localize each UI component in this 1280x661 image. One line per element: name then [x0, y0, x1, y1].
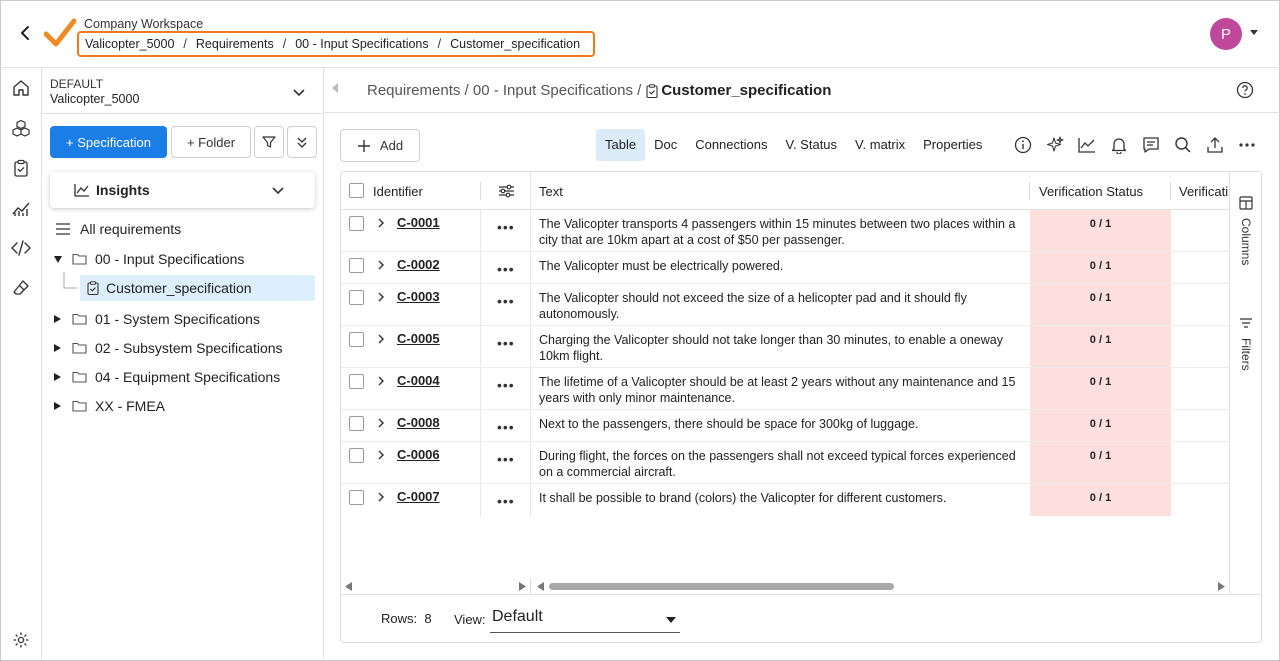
view-select-value: Default	[492, 608, 543, 625]
horizontal-scrollbar[interactable]	[341, 578, 1229, 594]
folder-icon	[72, 342, 87, 354]
verification-status-cell[interactable]: 0 / 1	[1030, 284, 1171, 325]
rows-count-label	[381, 611, 432, 626]
double-chevron-down-icon	[296, 135, 308, 149]
expand-caret-icon[interactable]	[54, 315, 61, 323]
modules-icon[interactable]	[11, 118, 31, 138]
table-footer	[341, 594, 1261, 642]
requirement-id-link[interactable]: C-0007	[397, 489, 440, 504]
row-more-icon[interactable]: •••	[497, 419, 515, 435]
table-row[interactable]	[341, 442, 1229, 484]
tree-connector	[63, 272, 79, 290]
sparkles-icon[interactable]	[1044, 134, 1066, 156]
insights-label: Insights	[96, 182, 150, 198]
tree-item-label: 02 - Subsystem Specifications	[95, 340, 283, 356]
chevron-down-icon	[271, 186, 285, 196]
requirement-text[interactable]: The lifetime of a Valicopter should be at least 2 years without any maintenance and 15 years with only minor maintenance.	[539, 375, 1016, 405]
tab-table[interactable]: Table	[596, 129, 645, 161]
breadcrumb-item-document[interactable]: Customer_specification	[450, 37, 581, 51]
filter-lines-icon[interactable]	[1239, 317, 1253, 329]
chevron-down-icon[interactable]	[292, 86, 306, 101]
expand-caret-icon[interactable]	[54, 402, 61, 410]
requirement-id-link[interactable]: C-0008	[397, 415, 440, 430]
breadcrumb-item-requirements[interactable]: Requirements	[195, 37, 274, 51]
row-more-icon[interactable]: •••	[497, 377, 515, 393]
verification-status-cell[interactable]: 0 / 1	[1030, 210, 1171, 251]
folder-icon	[72, 371, 87, 383]
top-bar	[0, 0, 1280, 68]
chevron-right-icon[interactable]	[377, 491, 385, 503]
row-checkbox[interactable]	[349, 416, 364, 431]
rows-label: Rows:	[381, 611, 418, 626]
chevron-right-icon[interactable]	[377, 333, 385, 345]
requirement-text[interactable]: Charging the Valicopter should not take longer than 30 minutes, to enable a oneway 10km flight.	[539, 333, 1003, 363]
requirement-text[interactable]: During flight, the forces on the passengers shall not exceed typical forces experienced on a commercial aircraft.	[539, 449, 1016, 479]
project-name[interactable]: Valicopter_5000	[50, 92, 140, 106]
collapse-sidebar-icon[interactable]	[332, 83, 338, 93]
verification-status-cell[interactable]: 0 / 1	[1030, 410, 1171, 441]
scroll-divider	[530, 578, 531, 594]
requirement-text[interactable]: Next to the passengers, there should be space for 300kg of luggage.	[539, 417, 919, 431]
tree-item-label: 00 - Input Specifications	[95, 251, 245, 267]
analytics-icon[interactable]	[11, 198, 31, 218]
chart-line-icon	[74, 183, 90, 197]
row-more-icon[interactable]: •••	[497, 335, 515, 351]
table-row[interactable]	[341, 252, 1229, 284]
verification-status-cell[interactable]: 0 / 1	[1030, 484, 1171, 516]
row-checkbox[interactable]	[349, 216, 364, 231]
tree-item-subsystem-specifications[interactable]	[54, 340, 283, 356]
plus-icon	[357, 139, 371, 153]
tab-connections[interactable]: Connections	[695, 137, 768, 152]
scroll-right-icon[interactable]	[518, 582, 526, 591]
chevron-right-icon[interactable]	[377, 375, 385, 387]
tab-v-matrix[interactable]: V. matrix	[855, 137, 906, 152]
tree-item-label: XX - FMEA	[95, 398, 166, 414]
expand-caret-icon[interactable]	[54, 373, 61, 381]
tree-item-label: Customer_specification	[106, 280, 252, 296]
row-more-icon[interactable]: •••	[497, 493, 515, 509]
back-icon[interactable]	[14, 22, 36, 44]
breadcrumb-separator: /	[282, 37, 287, 51]
chevron-right-icon[interactable]	[377, 417, 385, 429]
eraser-icon[interactable]	[11, 278, 31, 298]
current-document: Customer_specification	[661, 82, 832, 99]
tab-properties[interactable]: Properties	[923, 137, 983, 152]
tree-item-label: 04 - Equipment Specifications	[95, 369, 281, 385]
row-more-icon[interactable]: •••	[497, 219, 515, 235]
verification-status-cell[interactable]: 0 / 1	[1030, 368, 1171, 409]
folder-icon	[72, 253, 87, 265]
tree-item-system-specifications[interactable]	[54, 311, 260, 327]
clipboard-check-icon[interactable]	[11, 158, 31, 178]
add-folder-button[interactable]: + Folder	[171, 126, 251, 158]
table-row[interactable]	[341, 284, 1229, 326]
breadcrumb	[77, 31, 595, 57]
tree-item-input-specifications[interactable]	[54, 251, 244, 267]
filter-button[interactable]	[254, 126, 284, 158]
column-header-text[interactable]: Text	[539, 184, 563, 199]
requirement-id-link[interactable]: C-0002	[397, 257, 440, 272]
requirement-text[interactable]: The Valicopter must be electrically powered.	[539, 259, 784, 273]
column-header-verification-status[interactable]: Verification Status	[1039, 184, 1144, 199]
tree-item-equipment-specifications[interactable]	[54, 369, 280, 385]
logo-check-icon	[44, 18, 76, 48]
requirement-text[interactable]: The Valicopter transports 4 passengers within 15 minutes between two places within a city that are 10km apart at a cost of $50 per passenger.	[539, 217, 1016, 247]
view-select[interactable]	[490, 605, 680, 633]
breadcrumb-item-folder[interactable]: 00 - Input Specifications	[295, 37, 429, 51]
filter-icon	[262, 135, 276, 149]
chart-line-icon[interactable]	[1076, 134, 1098, 156]
more-icon[interactable]	[1236, 134, 1258, 156]
requirement-id-link[interactable]: C-0001	[397, 215, 440, 230]
avatar[interactable]: P	[1210, 18, 1242, 50]
table-row[interactable]	[341, 210, 1229, 252]
list-icon	[56, 223, 70, 235]
chevron-down-icon[interactable]	[1250, 30, 1258, 35]
project-space-label: DEFAULT	[50, 77, 104, 91]
row-more-icon[interactable]: •••	[497, 293, 515, 309]
chevron-right-icon[interactable]	[377, 291, 385, 303]
add-specification-button[interactable]: + Specification	[50, 126, 167, 158]
rows-count: 8	[424, 611, 432, 626]
icon-rail	[0, 68, 42, 661]
workspace-label: Company Workspace	[84, 17, 204, 31]
verification-status-cell[interactable]: 0 / 1	[1030, 326, 1171, 367]
table-header	[341, 172, 1229, 210]
verification-status-cell[interactable]: 0 / 1	[1030, 442, 1171, 483]
collapse-all-button[interactable]	[287, 126, 317, 158]
expand-caret-icon[interactable]	[54, 344, 61, 352]
add-button[interactable]	[340, 129, 420, 162]
row-checkbox[interactable]	[349, 258, 364, 273]
requirement-id-link[interactable]: C-0003	[397, 289, 440, 304]
side-panel-strip	[1229, 172, 1261, 594]
filters-tab[interactable]: Filters	[1239, 338, 1253, 371]
tree-item-label: 01 - System Specifications	[95, 311, 260, 327]
page-path: Requirements / 00 - Input Specifications /	[367, 82, 642, 99]
row-checkbox[interactable]	[349, 332, 364, 347]
row-more-icon[interactable]: •••	[497, 261, 515, 277]
clipboard-check-icon	[87, 281, 99, 295]
all-requirements-item[interactable]	[56, 221, 181, 237]
column-header-identifier[interactable]: Identifier	[373, 184, 423, 199]
table-row[interactable]	[341, 410, 1229, 442]
select-all-checkbox[interactable]	[349, 183, 364, 198]
page-title	[367, 82, 831, 99]
home-icon[interactable]	[11, 78, 31, 98]
scroll-left-icon[interactable]	[345, 582, 353, 591]
requirement-id-link[interactable]: C-0006	[397, 447, 440, 462]
add-button-label: Add	[379, 138, 404, 153]
search-icon[interactable]	[1172, 134, 1194, 156]
scrollbar-thumb[interactable]	[549, 583, 894, 590]
table-row[interactable]	[341, 484, 1229, 516]
folder-icon	[72, 313, 87, 325]
view-label: View:	[454, 612, 486, 627]
breadcrumb-item-project[interactable]: Valicopter_5000	[85, 37, 175, 51]
breadcrumb-separator: /	[437, 37, 442, 51]
row-checkbox[interactable]	[349, 374, 364, 389]
settings-icon[interactable]	[11, 630, 31, 650]
column-settings-icon[interactable]	[498, 184, 515, 201]
comment-icon[interactable]	[1140, 134, 1162, 156]
table-row[interactable]	[341, 368, 1229, 410]
scroll-right-icon[interactable]	[1217, 582, 1225, 591]
sidebar	[42, 68, 324, 661]
insights-panel[interactable]	[50, 172, 315, 208]
columns-icon[interactable]	[1239, 196, 1253, 210]
chevron-right-icon[interactable]	[377, 449, 385, 461]
info-icon[interactable]	[1012, 134, 1034, 156]
row-more-icon[interactable]: •••	[497, 451, 515, 467]
bell-icon[interactable]	[1108, 134, 1130, 156]
column-header-verification-cut[interactable]: Verificati	[1179, 184, 1229, 199]
columns-tab[interactable]: Columns	[1239, 218, 1253, 266]
row-checkbox[interactable]	[349, 290, 364, 305]
breadcrumb-separator: /	[183, 37, 187, 51]
column-divider	[1170, 182, 1171, 200]
upload-icon[interactable]	[1204, 134, 1226, 156]
expand-caret-icon[interactable]	[54, 256, 62, 263]
requirement-text[interactable]: The Valicopter should not exceed the size of a helicopter pad and it should fly autonomously.	[539, 291, 967, 321]
clipboard-check-icon	[646, 84, 658, 98]
column-divider	[480, 182, 481, 200]
main-header	[324, 68, 1280, 113]
toolbar-icons	[1012, 134, 1258, 156]
divider	[42, 113, 324, 114]
chevron-right-icon[interactable]	[377, 259, 385, 271]
requirement-id-link[interactable]: C-0004	[397, 373, 440, 388]
all-requirements-label: All requirements	[80, 221, 182, 237]
code-icon[interactable]	[11, 238, 31, 258]
caret-down-icon	[666, 617, 676, 623]
tree-item-customer-specification[interactable]	[87, 280, 252, 296]
requirement-text[interactable]: It shall be possible to brand (colors) the Valicopter for different customers.	[539, 491, 947, 505]
verification-status-cell[interactable]: 0 / 1	[1030, 252, 1171, 283]
tab-v-status[interactable]: V. Status	[785, 137, 838, 152]
table-row[interactable]	[341, 326, 1229, 368]
column-divider	[1029, 182, 1030, 200]
tab-doc[interactable]: Doc	[654, 137, 678, 152]
help-icon[interactable]	[1236, 81, 1254, 102]
scroll-left-icon[interactable]	[537, 582, 545, 591]
folder-icon	[72, 400, 87, 412]
chevron-right-icon[interactable]	[377, 217, 385, 229]
row-checkbox[interactable]	[349, 490, 364, 505]
view-tabs	[596, 129, 991, 161]
column-divider	[530, 172, 531, 210]
row-checkbox[interactable]	[349, 448, 364, 463]
requirement-id-link[interactable]: C-0005	[397, 331, 440, 346]
tree-item-fmea[interactable]	[54, 398, 165, 414]
